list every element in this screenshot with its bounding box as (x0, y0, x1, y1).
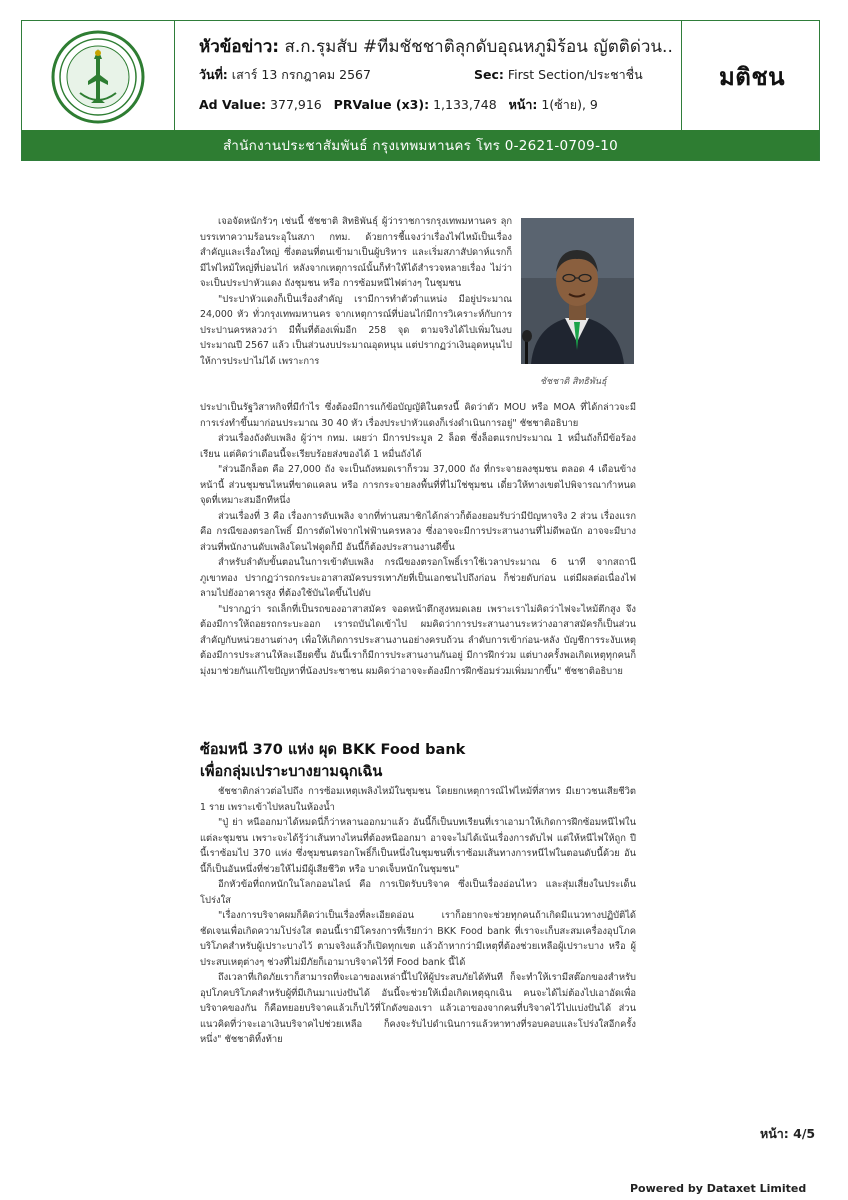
section-label: Sec: (474, 67, 504, 82)
office-text: สำนักงานประชาสัมพันธ์ กรุงเทพมหานคร โทร 0-2621-0709-10 (222, 138, 619, 154)
page-value: 1(ซ้าย), 9 (541, 97, 598, 112)
person-photo-icon (521, 218, 634, 364)
publisher-cell (681, 21, 822, 132)
governor-photo (521, 218, 634, 364)
date-text: เสาร์ 13 กรกฎาคม 2567 (231, 67, 371, 82)
powered-by: Powered by Dataxet Limited (630, 1182, 807, 1195)
article-paragraph: ถึงเวลาที่เกิดภัยเราก็สามารถที่จะเอาของเหล่านี้ไปให้ผู้ประสบภัยได้ทันที ก็จะทำให้เรามีสต๊อกของสำหรับอุปโภคบริโภคสำหรับผู้ที่มีเกินมาแบ่งปันได้ อันนี้จะช่วยให้เมื่อเกิดเหตุฉุกเฉิน คนจะได้ไม่ต้องไปเอาอัดเพื่อบริจาคของกัน ก็คือทยอยบริจาคแล้วเก็บไว้ที่โกดังของเรา แล้วเอาของจากคนที่บริจาคไว้ไปแบ่งปันได้ ส่วนแนวคิดที่ว่าจะเอาเงินบริจาคไปช่วยเหลือ ก็คงจะรับไปดำเนินการแล้วหาทางที่รอบคอบและโปร่งใสอีกครั้งหนึ่ง" ชัชชาติทิ้งท้าย (200, 972, 636, 1045)
headline-text: ส.ก.รุมสับ #ทีมชัชชาติลุกดับอุณหภูมิร้อน ญัตติด่วน.. (284, 37, 673, 57)
article-closing (200, 784, 636, 1048)
pr-value-label: PRValue (x3): (333, 97, 430, 112)
article-paragraph: "ส่วนอีกล็อต คือ 27,000 ถัง จะเป็นถังหมดเราก็รวม 37,000 ถัง ที่กระจายลงชุมชน ตลอด 4 เดือนข้างหน้านี้ ส่วนชุมชนไหนที่ขาดแคลน หรือ การกระจายลงพื้นที่ที่ไม่ใช่ชุมชน เดี๋ยวให้ทางเขตไปพิจารณากำหนดจุดที่เหมาะสมอีกทีหนึ่ง (200, 464, 636, 506)
article-paragraph: "เรื่องการบริจาคผมก็คิดว่าเป็นเรื่องที่ละเอียดอ่อน เราก็อยากจะช่วยทุกคนถ้าเกิดมีแนวทางปฏิบัติได้ชัดเจนเพื่อเกิดความโปร่งใส ตอนนี้เรามีโครงการที่เรียกว่า BKK Food bank ที่เราจะเก็บสะสมเครื่องอุปโภคบริโภคสำหรับผู้เปราะบางไว้ ตามจริงแล้วก็เปิดทุกเขต แล้วถ้าหากว่ามีเหตุที่ต้องช่วยเหลือผู้เปราะบาง หรือ ผู้ประสบเหตุต่างๆ ช่วงที่ไม่มีภัยก็เอามาบริจาคไว้ที่ Food bank นี้ได้ (200, 910, 636, 968)
article-intro (200, 214, 512, 369)
article-paragraph: สำหรับลำดับขั้นตอนในการเข้าดับเพลิง กรณีของตรอกโพธิ์เราใช้เวลาประมาณ 6 นาที จากสถานีภูเขาทอง ปรากฏว่ารถกระบะอาสาสมัครบรรเทาภัยที่เป็นเอกชนไปถึงก่อน ก็ช่วยดับก่อน แต่มีผลต่อเนื่องไฟลามไปยังอาคารสูง ที่ต้องใช้บันไดขึ้นไปดับ (200, 557, 636, 599)
article-paragraph: เจอจัดหนักรัวๆ เช่นนี้ ชัชชาติ สิทธิพันธุ์ ผู้ว่าราชการกรุงเทพมหานคร ลุกบรรเทาความร้อนระอุในสภา กทม. ด้วยการชี้แจงว่าเรื่องไฟไหม้เป็นเรื่องสำคัญและเรื่องใหญ่ ซึ่งตอนที่ตนเข้ามาเป็นผู้บริหาร และเริ่มสภาสัปดาห์แรกก็มีไฟไหม้ใหญ่ที่บ่อนไก่ หลังจากเหตุการณ์นั้นก็ทำให้ได้สำรวจหลายเรื่อง ไม่ว่าจะเป็นประปาหัวแดง ถังชุมชน หรือ การซ้อมหนีไฟต่างๆ ในชุมชน (200, 216, 512, 289)
clipping-header (21, 20, 820, 161)
article-paragraph: "ประปาหัวแดงก็เป็นเรื่องสำคัญ เรามีการทำตัวตำแหน่ง มีอยู่ประมาณ 24,000 หัว ทั่วกรุงเทพมหานคร จากเหตุการณ์ที่บ่อนไก่มีการวิเคราะห์กับการประปานครหลวงว่า มีพื้นที่ต้องเพิ่มอีก 258 จุด ตามจริงได้ไปเพิ่มในงบประมาณปี 2567 แล้ว เป็นส่วนงบประมาณอุดหนุน แต่ปรากฏว่าเงินอุดหนุนไปให้การประปาไม่ได้ เพราะการ (200, 293, 512, 367)
publisher-logo: มติชน (718, 63, 786, 91)
photo-caption: ชัชชาติ สิทธิพันธุ์ (540, 377, 607, 387)
article-paragraph: ชัชชาติกล่าวต่อไปถึง การซ้อมเหตุเพลิงไหม้ในชุมชน โดยยกเหตุการณ์ไฟไหม้ที่สาทร มีเยาวชนเสียชีวิต 1 ราย เพราะเข้าไปหลบในห้องน้ำ (200, 786, 636, 813)
ad-value-label: Ad Value: (199, 97, 267, 112)
article-paragraph: ประปาเป็นรัฐวิสาหกิจที่มีกำไร ซึ่งต้องมีการแก้ข้อบัญญัติในตรงนี้ คิดว่าตัว MOU หรือ MOA ที่ได้กล่าวจะมีการเร่งทำขึ้นมาก่อนประมาณ 30 40 หัว เรื่องประปาหัวแดงก็เร่งดำเนินการอยู่" ชัชชาติอธิบาย (200, 402, 636, 429)
page-number: หน้า: 4/5 (760, 1126, 816, 1141)
bma-seal-logo (50, 29, 146, 125)
article-paragraph: "ปรากฏว่า รถเล็กที่เป็นรถของอาสาสมัคร จอดหน้าตึกสูงหมดเลย เพราะเราไม่คิดว่าไฟจะไหม้ตึกสูง จึงต้องมีการให้ถอยรถกระบะออก เรารถบันไดเข้าไป ผมคิดว่าการประสานงานระหว่างอาสาสมัครก็เป็นส่วนสำคัญกับหน่วยงานต่างๆ เพื่อให้เกิดการประสานงานอย่างครบถ้วน ลำดับการเข้าก่อน-หลัง บัญชีการระงับเหตุต้องมีการประสานให้ละเอียดขึ้น อันนี้เราก็มีการประสานงานกันอยู่ มีการฝึกร่วม แต่บางครั้งพอเกิดเหตุทุกคนก็มุ่งมาช่วยกันแก้ไขปัญหาที่น้องประชาชน ผมคิดว่าอาจจะต้องมีการฝึกซ้อมร่วมเพิ่มมากขึ้น" ชัชชาติอธิบาย (200, 603, 636, 677)
headline-row (199, 33, 673, 60)
article-paragraph: ส่วนเรื่องถังดับเพลิง ผู้ว่าฯ กทม. เผยว่า มีการประมูล 2 ล็อต ซึ่งล็อตแรกประมาณ 1 หมื่นถังก็มีข้อร้องเรียน แต่คิดว่าเดือนนี้จะเรียบร้อยส่งของได้ 1 หมื่นถังได้ (200, 433, 636, 460)
office-bar (22, 130, 819, 160)
clipping-info (174, 21, 681, 132)
article-paragraph: "ปู่ ย่า หนีออกมาได้หมดนี่ก็ว่าหลานออกมาแล้ว อันนี้ก็เป็นบทเรียนที่เราเอามาให้เกิดการฝึกซ้อมหนีไฟในแต่ละชุมชน เพราะจะได้รู้ว่าเส้นทางไหนที่ต้องหนีออกมา อาจจะไม่ได้เน้นเรื่องการดับไฟ แต่ให้หนีไฟให้ถูก ปีนี้เราซ้อมไป 370 แห่ง ซึ่งชุมชนตรอกโพธิ์ก็เป็นหนึ่งในชุมชนที่เราซ้อมเส้นทางการหนีไฟในตอนดับนี้ด้วย อันนี้ก็เป็นอันหนึ่งที่ช่วยให้ไม่มีผู้เสียชีวิต หรือ บาดเจ็บหนักในชุมชน" (200, 817, 636, 875)
subheading-2: เพื่อกลุ่มเปราะบางยามฉุกเฉิน (200, 764, 383, 780)
date-label: วันที่: (199, 67, 228, 82)
value-row (199, 95, 598, 115)
article-paragraph: ส่วนเรื่องที่ 3 คือ เรื่องการดับเพลิง จากที่ท่านสมาชิกได้กล่าวก็ต้องยอมรับว่ามีปัญหาจริง 2 ส่วน เรื่องแรก คือ กรณีของตรอกโพธิ์ มีการตัดไฟจากไฟฟ้านครหลวง ซึ่งอาจจะมีการประสานงานที่ไม่ดีพอนัก อาจจะมีบางส่วนที่พนักงานดับเพลิงโดนไฟดูดก็มี อันนี้ก็ต้องประสานงานดีขึ้น (200, 510, 636, 553)
page-label: หน้า: (508, 97, 538, 112)
pr-value: 1,133,748 (433, 97, 497, 112)
headline-label: หัวข้อข่าว: (199, 37, 280, 57)
section-text: First Section/ประชาชื่น (507, 67, 643, 82)
date-row (199, 65, 371, 85)
article-main (200, 400, 636, 679)
section-info (474, 65, 643, 85)
ad-value: 377,916 (270, 97, 322, 112)
bma-logo-cell (22, 21, 175, 132)
subheading-1: ซ้อมหนี 370 แห่ง ผุด BKK Food bank (200, 742, 466, 758)
article-paragraph: อีกหัวข้อที่ถกหนักในโลกออนไลน์ คือ การเปิดรับบริจาค ซึ่งเป็นเรื่องอ่อนไหว และสุ่มเสี่ยงในประเด็นโปร่งใส (200, 879, 636, 906)
